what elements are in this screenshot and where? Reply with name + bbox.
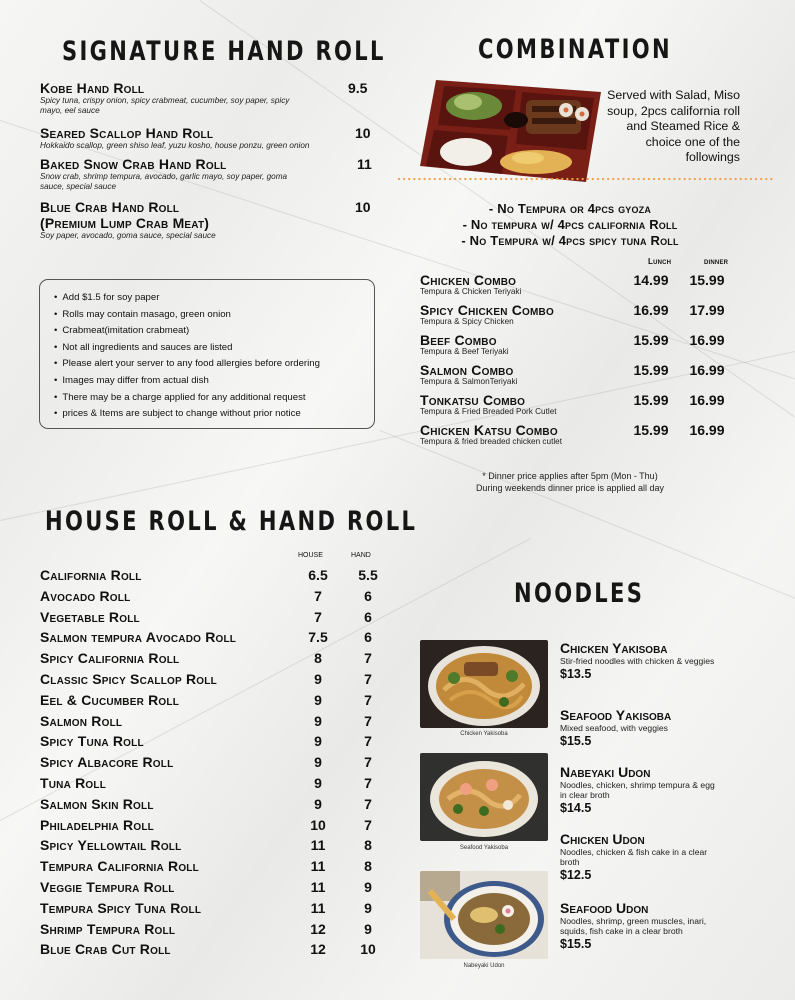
- house-price: 9: [314, 671, 322, 687]
- combo-dinner-price: 16.99: [689, 422, 725, 438]
- noodle-desc: Noodles, shrimp, green muscles, inari, squids, fish cake in a clear broth: [560, 916, 707, 936]
- col-hand: HAND: [351, 552, 371, 559]
- col-dinner: dinner: [704, 257, 729, 266]
- roll-name: Tempura Spicy Tuna Roll: [40, 899, 202, 916]
- house-price: 9: [314, 691, 322, 708]
- note: • Rolls may contain masago, green onion: [54, 307, 374, 324]
- combo-desc: Tempura & Chicken Teriyaki: [420, 287, 522, 296]
- note: • There may be a charge applied for any additional request: [54, 390, 374, 407]
- item-price: 9.5: [348, 80, 368, 96]
- house-price: 11: [310, 837, 326, 854]
- hand-price: 7: [364, 795, 372, 812]
- roll-name: Spicy Yellowtail Roll: [40, 837, 182, 854]
- combo-served-text: Served with Salad, Miso soup, 2pcs california roll and Steamed Rice & choice one of the followings: [607, 88, 740, 164]
- noodle-price: $15.5: [560, 937, 592, 951]
- combo-photo: [416, 70, 608, 188]
- house-price: 11: [310, 899, 326, 916]
- combo-name: Salmon Combo: [420, 362, 514, 378]
- item-name: Blue Crab Hand Roll: [40, 199, 180, 215]
- house-row: [40, 629, 400, 649]
- noodle-price: $14.5: [560, 801, 592, 815]
- roll-name: Shrimp Tempura Roll: [40, 920, 176, 937]
- house-row: [40, 692, 400, 712]
- note: • prices & Items are subject to change without prior notice: [54, 406, 374, 423]
- roll-name: Tempura California Roll: [40, 858, 199, 875]
- house-row: [40, 713, 400, 733]
- hand-price: 7: [364, 733, 372, 750]
- col-house: HOUSE: [298, 552, 323, 559]
- signature-item: [40, 80, 380, 116]
- dotted-divider: [397, 177, 777, 181]
- hand-price: 9: [364, 899, 372, 916]
- item-desc: Snow crab, shrimp tempura, avocado, garlic mayo, soy paper, goma sauce, special sauce: [40, 172, 288, 191]
- house-price: 7.5: [308, 629, 328, 646]
- house-row: [40, 921, 400, 941]
- combo-name: Chicken Katsu Combo: [420, 422, 558, 438]
- combo-item: [420, 332, 760, 362]
- hand-price: 7: [364, 775, 372, 791]
- roll-name: Spicy Tuna Roll: [40, 733, 144, 750]
- house-price: 12: [310, 920, 326, 937]
- hand-price: 9: [364, 879, 372, 895]
- combo-item: [420, 362, 760, 392]
- note: • Crabmeat(imitation crabmeat): [54, 323, 374, 340]
- house-row: [40, 567, 400, 587]
- item-desc: Soy paper, avocado, goma sauce, special sauce: [40, 231, 216, 240]
- item-name-2: (Premium Lump Crab Meat): [40, 215, 210, 231]
- signature-item: [40, 199, 380, 241]
- house-price: 11: [310, 879, 326, 895]
- col-lunch: Lunch: [648, 257, 672, 266]
- note: • Please alert your server to any food allergies before ordering: [54, 356, 374, 373]
- noodle-name: Seafood Yakisoba: [560, 707, 672, 723]
- combo-dinner-price: 16.99: [689, 392, 725, 408]
- note: • Images may differ from actual dish: [54, 373, 374, 390]
- noodle-desc: Stir-fried noodles with chicken & veggies: [560, 656, 715, 666]
- hand-price: 7: [364, 650, 372, 667]
- roll-name: Eel & Cucumber Roll: [40, 691, 180, 708]
- house-row: [40, 837, 400, 857]
- combo-footnote: [440, 470, 700, 494]
- combo-lunch-price: 15.99: [633, 392, 669, 408]
- hand-price: 7: [364, 712, 372, 729]
- noodle-name: Nabeyaki Udon: [560, 764, 651, 780]
- noodle-desc: Noodles, chicken & fish cake in a clear broth: [560, 847, 708, 867]
- combo-option: - No Tempura w/ 4pcs spicy tuna Roll: [461, 233, 679, 248]
- combo-item: [420, 272, 760, 302]
- roll-name: Salmon tempura Avocado Roll: [40, 629, 237, 646]
- hand-price: 8: [364, 837, 372, 854]
- roll-name: Avocado Roll: [40, 587, 131, 604]
- combo-dinner-price: 15.99: [689, 272, 725, 288]
- notes-box: [39, 279, 375, 429]
- house-row: [40, 609, 400, 629]
- house-price: 9: [314, 712, 322, 729]
- house-row: [40, 900, 400, 920]
- chicken-yakisoba-photo: [420, 640, 548, 728]
- combo-name: Tonkatsu Combo: [420, 392, 526, 408]
- roll-name: Salmon Roll: [40, 712, 123, 729]
- house-row: [40, 858, 400, 878]
- combo-desc: Tempura & SalmonTeriyaki: [420, 377, 518, 386]
- house-row: [40, 775, 400, 795]
- item-desc: Spicy tuna, crispy onion, spicy crabmeat, cucumber, soy paper, spicy mayo, eel sauce: [40, 96, 290, 115]
- combo-desc: Tempura & fried breaded chicken cutlet: [420, 437, 562, 446]
- house-price: 9: [314, 754, 322, 771]
- note: • Add $1.5 for soy paper: [54, 290, 374, 307]
- noodle-item: [560, 831, 760, 882]
- signature-item: [40, 156, 380, 192]
- house-list: [40, 567, 400, 967]
- house-price: 9: [314, 733, 322, 750]
- roll-name: Tuna Roll: [40, 775, 107, 791]
- noodle-price: $15.5: [560, 734, 592, 748]
- house-price: 9: [314, 775, 322, 791]
- house-row: [40, 650, 400, 670]
- combo-lunch-price: 15.99: [633, 422, 669, 438]
- photo-caption: Nabeyaki Udon: [463, 963, 505, 969]
- house-price: 6.5: [308, 567, 328, 583]
- house-row: [40, 588, 400, 608]
- noodle-name: Chicken Yakisoba: [560, 640, 668, 656]
- roll-name: Salmon Skin Roll: [40, 795, 154, 812]
- house-row: [40, 879, 400, 899]
- hand-price: 7: [364, 816, 372, 833]
- noodle-item: [560, 707, 760, 748]
- combo-option: - No tempura w/ 4pcs california Roll: [462, 217, 678, 232]
- house-price: 7: [314, 587, 322, 604]
- item-desc: Hokkaido scallop, green shiso leaf, yuzu kosho, house ponzu, green onion: [40, 141, 310, 150]
- hand-price: 7: [364, 671, 372, 687]
- noodles-title: NOODLES: [514, 578, 645, 609]
- combo-lunch-price: 15.99: [633, 362, 669, 378]
- combo-dinner-price: 17.99: [689, 302, 725, 318]
- roll-name: Veggie Tempura Roll: [40, 879, 175, 895]
- hand-price: 9: [364, 920, 372, 937]
- noodle-item: [560, 764, 760, 815]
- noodle-desc: Noodles, chicken, shrimp tempura & egg in clear broth: [560, 780, 715, 800]
- photo-caption: Chicken Yakisoba: [460, 731, 508, 737]
- footnote-line-2: During weekends dinner price is applied all day: [475, 483, 665, 493]
- item-name: Seared Scallop Hand Roll: [40, 125, 214, 141]
- hand-price: 6: [364, 608, 372, 625]
- combo-item: [420, 302, 760, 332]
- combo-name: Chicken Combo: [420, 272, 517, 288]
- house-row: [40, 941, 400, 961]
- signature-title: SIGNATURE HAND ROLL: [62, 36, 386, 67]
- combo-lunch-price: 14.99: [633, 272, 669, 288]
- item-name: Baked Snow Crab Hand Roll: [40, 156, 227, 172]
- photo-caption: Seafood Yakisoba: [459, 845, 509, 851]
- house-row: [40, 671, 400, 691]
- noodle-desc: Mixed seafood, with veggies: [560, 723, 668, 733]
- combo-dinner-price: 16.99: [689, 362, 725, 378]
- combination-title: COMBINATION: [478, 34, 672, 65]
- combo-name: Spicy Chicken Combo: [420, 302, 554, 318]
- roll-name: Classic Spicy Scallop Roll: [40, 671, 217, 687]
- combo-desc: Tempura & Beef Teriyaki: [420, 347, 509, 356]
- house-price: 11: [310, 858, 326, 875]
- item-price: 11: [357, 156, 372, 172]
- combo-item: [420, 392, 760, 422]
- item-price: 10: [355, 125, 371, 141]
- house-price: 9: [314, 795, 322, 812]
- hand-price: 6: [364, 629, 372, 646]
- house-title: HOUSE ROLL & HAND ROLL: [45, 506, 418, 537]
- house-price: 7: [314, 608, 322, 625]
- footnote-line-1: * Dinner price applies after 5pm (Mon - Thu): [482, 471, 658, 481]
- combo-name: Beef Combo: [420, 332, 497, 348]
- combo-desc: Tempura & Fried Breaded Pork Cutlet: [420, 407, 557, 416]
- house-row: [40, 733, 400, 753]
- noodle-price: $13.5: [560, 667, 592, 681]
- combo-lunch-price: 16.99: [633, 302, 669, 318]
- item-name: Kobe Hand Roll: [40, 80, 145, 96]
- noodle-item: [560, 900, 760, 951]
- combo-options: [420, 201, 720, 249]
- signature-item: [40, 125, 380, 151]
- hand-price: 7: [364, 691, 372, 708]
- roll-name: Spicy Albacore Roll: [40, 754, 174, 771]
- roll-name: California Roll: [40, 567, 142, 583]
- roll-name: Blue Crab Cut Roll: [40, 941, 171, 958]
- seafood-yakisoba-photo: [420, 753, 548, 841]
- hand-price: 10: [360, 941, 376, 958]
- house-price: 8: [314, 650, 322, 667]
- hand-price: 8: [364, 858, 372, 875]
- house-row: [40, 796, 400, 816]
- item-price: 10: [355, 199, 371, 215]
- house-price: 10: [310, 816, 326, 833]
- hand-price: 7: [364, 754, 372, 771]
- house-price: 12: [310, 941, 326, 958]
- roll-name: Spicy California Roll: [40, 650, 180, 667]
- hand-price: 6: [364, 587, 372, 604]
- roll-name: Philadelphia Roll: [40, 816, 154, 833]
- house-row: [40, 817, 400, 837]
- noodle-price: $12.5: [560, 868, 592, 882]
- combo-desc: Tempura & Spicy Chicken: [420, 317, 514, 326]
- noodle-item: [560, 640, 760, 681]
- combo-item: [420, 422, 760, 452]
- hand-price: 5.5: [358, 567, 378, 583]
- combo-option: - No Tempura or 4pcs gyoza: [488, 201, 652, 216]
- house-row: [40, 754, 400, 774]
- roll-name: Vegetable Roll: [40, 608, 140, 625]
- nabeyaki-udon-photo: [420, 871, 548, 959]
- combo-lunch-price: 15.99: [633, 332, 669, 348]
- noodle-name: Chicken Udon: [560, 831, 645, 847]
- combo-dinner-price: 16.99: [689, 332, 725, 348]
- note: • Not all ingredients and sauces are listed: [54, 340, 374, 357]
- noodle-name: Seafood Udon: [560, 900, 649, 916]
